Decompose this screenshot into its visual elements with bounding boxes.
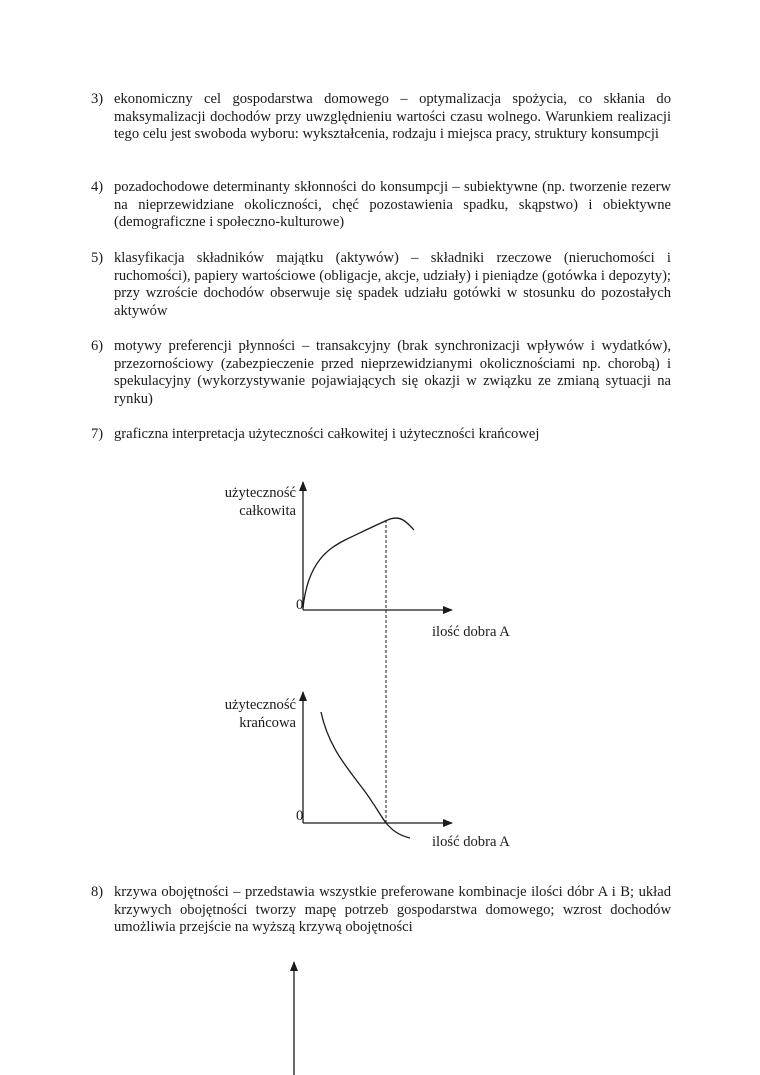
top-ylabel-line2: całkowita	[239, 503, 296, 519]
marginal-utility-chart	[225, 692, 511, 850]
item-text: krzywa obojętności – przedstawia wszystkie preferowane kombinacje ilości dóbr A i B; układ krzywych obojętności tworzy mapę potrzeb gospodarstwa domowego; wzrost dochodów umożliwia przejście na wyższą krzywą obojętności	[114, 884, 671, 936]
item-number: 6)	[91, 338, 104, 354]
item-text: pozadochodowe determinanty skłonności do konsumpcji – subiektywne (np. tworzenie rezerw na nieprzewidziane okoliczności, chęć pozostawienia spadku, skąpstwo) i obiektywne (demograficzne i społeczno-kulturowe)	[114, 179, 671, 231]
item-text: graficzna interpretacja użyteczności całkowitej i użyteczności krańcowej	[114, 426, 540, 442]
bottom-xlabel: ilość dobra A	[432, 834, 510, 850]
item-number: 5)	[91, 250, 104, 266]
top-origin-label: 0	[296, 597, 304, 613]
item-text: ekonomiczny cel gospodarstwa domowego – optymalizacja spożycia, co skłania do maksymalizacji dochodów przy uwzględnieniu wartości czasu wolnego. Warunkiem realizacji tego celu jest swoboda wyboru: wykształcenia, rodzaju i miejsca pracy, struktury konsumpcji	[114, 91, 671, 143]
total-utility-chart	[225, 482, 511, 640]
bottom-ylabel-line2: krańcowa	[239, 715, 296, 731]
item-number: 4)	[91, 179, 104, 195]
item-number: 8)	[91, 884, 104, 900]
total-utility-curve	[303, 518, 414, 608]
item-number: 3)	[91, 91, 104, 107]
item-text: motywy preferencji płynności – transakcyjny (brak synchronizacji wpływów i wydatków), przezornościowy (zabezpieczenie przed nieprzewidzianymi okolicznościami np. chorobą) i spekulacyjny (wykorzystywanie pojawiających się okazji w związku ze zmianą sytuacji na rynku)	[114, 338, 671, 407]
item-number: 7)	[91, 426, 104, 442]
marginal-utility-curve	[321, 712, 410, 838]
top-xlabel: ilość dobra A	[432, 624, 510, 640]
bottom-origin-label: 0	[296, 808, 304, 824]
item-text: klasyfikacja składników majątku (aktywów) – składniki rzeczowe (nieruchomości i ruchomości), papiery wartościowe (obligacje, akcje, udziały) i pieniądze (gotówka i depozyty); przy wzroście dochodów obserwuje się spadek udziału gotówki w stosunku do pozostałych aktywów	[114, 250, 671, 319]
bottom-ylabel-line1: użyteczność	[224, 697, 296, 713]
top-ylabel-line1: użyteczność	[224, 485, 296, 501]
